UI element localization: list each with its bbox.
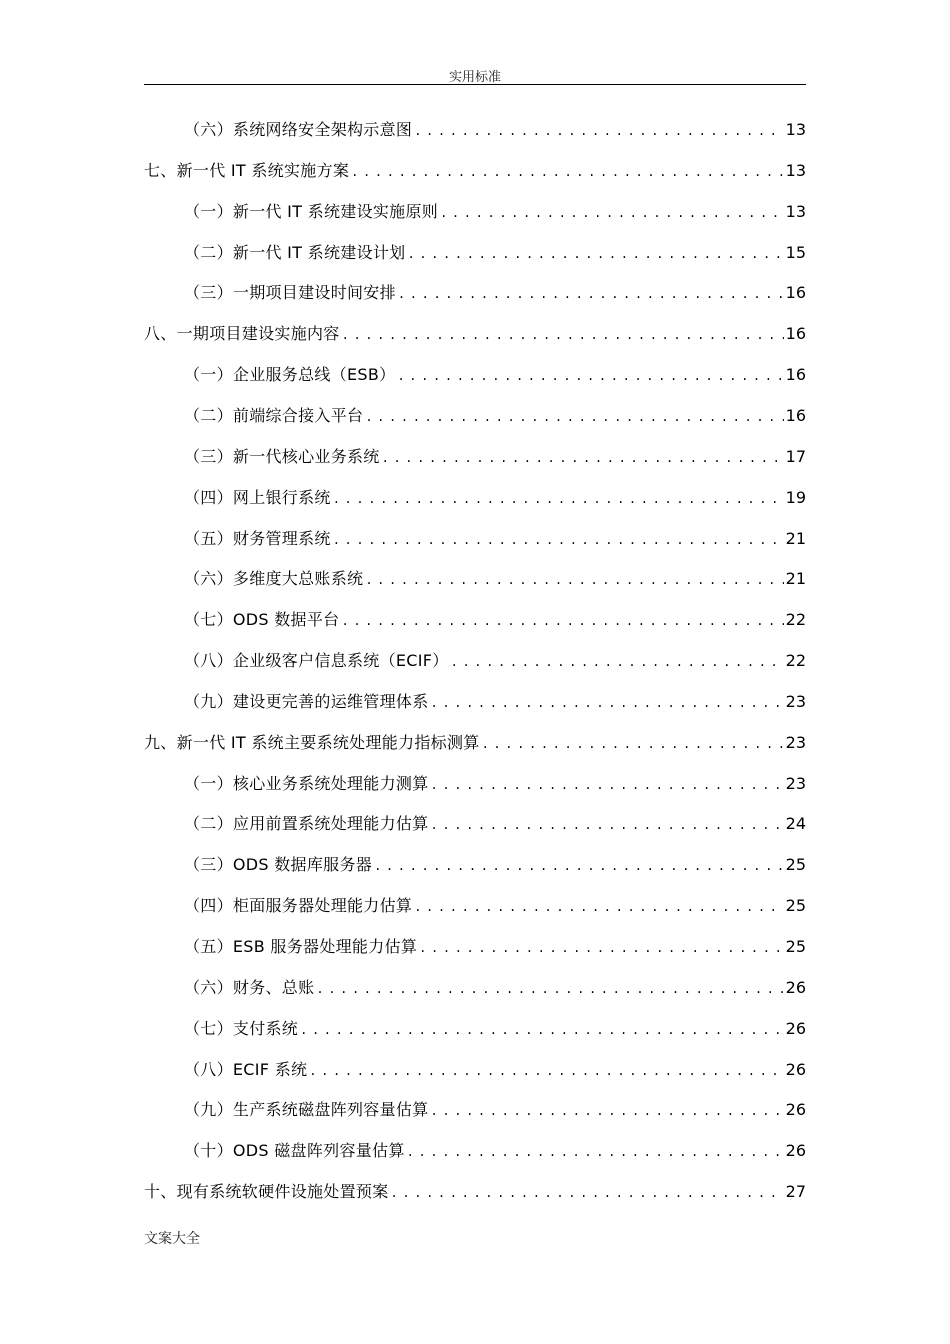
toc-entry-title: （五）财务管理系统 xyxy=(184,528,331,548)
toc-entry-title: （一）新一代 IT 系统建设实施原则 xyxy=(184,201,439,221)
toc-entry[interactable] xyxy=(184,932,806,962)
toc-dot-leader xyxy=(333,484,784,514)
toc-dot-leader xyxy=(351,157,783,187)
toc-page-number: 26 xyxy=(785,1100,806,1120)
toc-entry[interactable] xyxy=(184,1014,806,1044)
toc-page-number: 26 xyxy=(785,1141,806,1161)
toc-entry-title: （八）ECIF 系统 xyxy=(184,1059,308,1079)
toc-dot-leader xyxy=(300,1015,784,1045)
toc-dot-leader xyxy=(431,688,784,718)
toc-entry[interactable] xyxy=(184,687,806,717)
toc-entry[interactable] xyxy=(184,1055,806,1085)
toc-entry-title: （二）新一代 IT 系统建设计划 xyxy=(184,242,406,262)
toc-page-number: 22 xyxy=(785,651,806,671)
toc-page-number: 16 xyxy=(785,365,806,385)
toc-entry[interactable] xyxy=(184,891,806,921)
toc-entry-title: （三）ODS 数据库服务器 xyxy=(184,855,373,875)
toc-dot-leader xyxy=(365,402,783,432)
toc-entry[interactable] xyxy=(144,1177,806,1207)
toc-dot-leader xyxy=(407,239,783,269)
toc-entry[interactable] xyxy=(184,1136,806,1166)
toc-entry[interactable] xyxy=(184,524,806,554)
toc-page-number: 27 xyxy=(785,1182,806,1202)
toc-page-number: 22 xyxy=(785,610,806,630)
toc-dot-leader xyxy=(365,565,783,595)
toc-entry[interactable] xyxy=(184,809,806,839)
toc-dot-leader xyxy=(431,770,784,800)
toc-dot-leader xyxy=(414,116,783,146)
toc-dot-leader xyxy=(374,851,784,881)
toc-dot-leader xyxy=(342,320,784,350)
toc-entry[interactable] xyxy=(144,319,806,349)
toc-entry[interactable] xyxy=(144,156,806,186)
toc-dot-leader xyxy=(382,443,784,473)
toc-entry-title: 九、新一代 IT 系统主要系统处理能力指标测算 xyxy=(144,732,480,752)
toc-entry[interactable] xyxy=(184,442,806,472)
toc-entry-title: （一）企业服务总线（ESB） xyxy=(184,365,396,385)
toc-dot-leader xyxy=(309,1056,783,1086)
toc-entry[interactable] xyxy=(184,360,806,390)
toc-entry-title: （六）财务、总账 xyxy=(184,977,315,997)
header-rule xyxy=(144,84,806,85)
toc-entry-title: （三）新一代核心业务系统 xyxy=(184,446,380,466)
toc-page-number: 16 xyxy=(785,283,806,303)
toc-dot-leader xyxy=(391,1178,784,1208)
toc-entry-title: （六）多维度大总账系统 xyxy=(184,569,364,589)
toc-page-number: 23 xyxy=(785,732,806,752)
toc-page-number: 21 xyxy=(785,528,806,548)
toc-page-number: 25 xyxy=(785,896,806,916)
toc-entry[interactable] xyxy=(184,1095,806,1125)
toc-entry-title: （六）系统网络安全架构示意图 xyxy=(184,120,413,139)
toc-dot-leader xyxy=(341,606,783,636)
toc-entry[interactable] xyxy=(184,564,806,594)
toc-entry[interactable] xyxy=(184,115,806,145)
toc-page-number: 23 xyxy=(785,773,806,793)
toc-entry[interactable] xyxy=(184,605,806,635)
toc-entry-title: （七）ODS 数据平台 xyxy=(184,610,340,630)
toc-page-number: 13 xyxy=(785,120,806,139)
toc-page-number: 13 xyxy=(785,201,806,221)
toc-entry[interactable] xyxy=(184,646,806,676)
toc-page-number: 23 xyxy=(785,691,806,711)
toc-entry-title: （八）企业级客户信息系统（ECIF） xyxy=(184,651,449,671)
toc-entry-title: （四）柜面服务器处理能力估算 xyxy=(184,896,413,916)
toc-dot-leader xyxy=(482,729,784,759)
toc-page-number: 26 xyxy=(785,1059,806,1079)
toc-entry-title: （九）生产系统磁盘阵列容量估算 xyxy=(184,1100,429,1120)
toc-dot-leader xyxy=(451,647,784,677)
toc-entry-title: （七）支付系统 xyxy=(184,1018,299,1038)
toc-page-number: 15 xyxy=(785,242,806,262)
toc-entry-title: 八、一期项目建设实施内容 xyxy=(144,324,340,344)
toc-entry[interactable] xyxy=(184,769,806,799)
toc-dot-leader xyxy=(431,810,784,840)
toc-entry-title: （九）建设更完善的运维管理体系 xyxy=(184,691,429,711)
toc-entry-title: （五）ESB 服务器处理能力估算 xyxy=(184,937,418,956)
toc-entry[interactable] xyxy=(184,401,806,431)
toc-page-number: 25 xyxy=(785,855,806,875)
toc-page-number: 16 xyxy=(785,405,806,425)
toc-entry[interactable] xyxy=(184,238,806,268)
toc-entry-title: （四）网上银行系统 xyxy=(184,487,331,507)
toc-dot-leader xyxy=(397,361,783,391)
page-footer: 文案大全 xyxy=(144,1231,200,1247)
toc-page-number: 24 xyxy=(785,814,806,834)
toc-entry-title: （二）前端综合接入平台 xyxy=(184,405,364,425)
toc-page-number: 17 xyxy=(785,446,806,466)
toc-entry-title: （三）一期项目建设时间安排 xyxy=(184,283,396,303)
toc-page-number: 21 xyxy=(785,569,806,589)
toc-dot-leader xyxy=(398,279,784,309)
toc-page-number: 25 xyxy=(785,937,806,956)
toc-entry-title: 七、新一代 IT 系统实施方案 xyxy=(144,160,350,180)
page-header: 实用标准 xyxy=(448,70,501,85)
toc-dot-leader xyxy=(333,525,784,555)
toc-entry-title: （二）应用前置系统处理能力估算 xyxy=(184,814,429,834)
toc-page-number: 26 xyxy=(785,1018,806,1038)
toc-dot-leader xyxy=(431,1096,784,1126)
toc-dot-leader xyxy=(407,1137,784,1167)
toc-dot-leader xyxy=(419,933,784,963)
toc-entry[interactable] xyxy=(184,973,806,1003)
toc-page-number: 26 xyxy=(785,977,806,997)
toc-entry[interactable] xyxy=(184,197,806,227)
toc-entry-title: （一）核心业务系统处理能力测算 xyxy=(184,773,429,793)
toc-entry[interactable] xyxy=(144,728,806,758)
toc-entry[interactable] xyxy=(184,278,806,308)
toc-entry[interactable] xyxy=(184,850,806,880)
toc-page-number: 19 xyxy=(785,487,806,507)
toc-page-number: 13 xyxy=(785,160,806,180)
toc-dot-leader xyxy=(316,974,783,1004)
toc-dot-leader xyxy=(440,198,784,228)
toc-entry-title: 十、现有系统软硬件设施处置预案 xyxy=(144,1182,389,1202)
toc-page-number: 16 xyxy=(785,324,806,344)
toc-entry[interactable] xyxy=(184,483,806,513)
toc-entry-title: （十）ODS 磁盘阵列容量估算 xyxy=(184,1141,405,1161)
toc-dot-leader xyxy=(414,892,783,922)
